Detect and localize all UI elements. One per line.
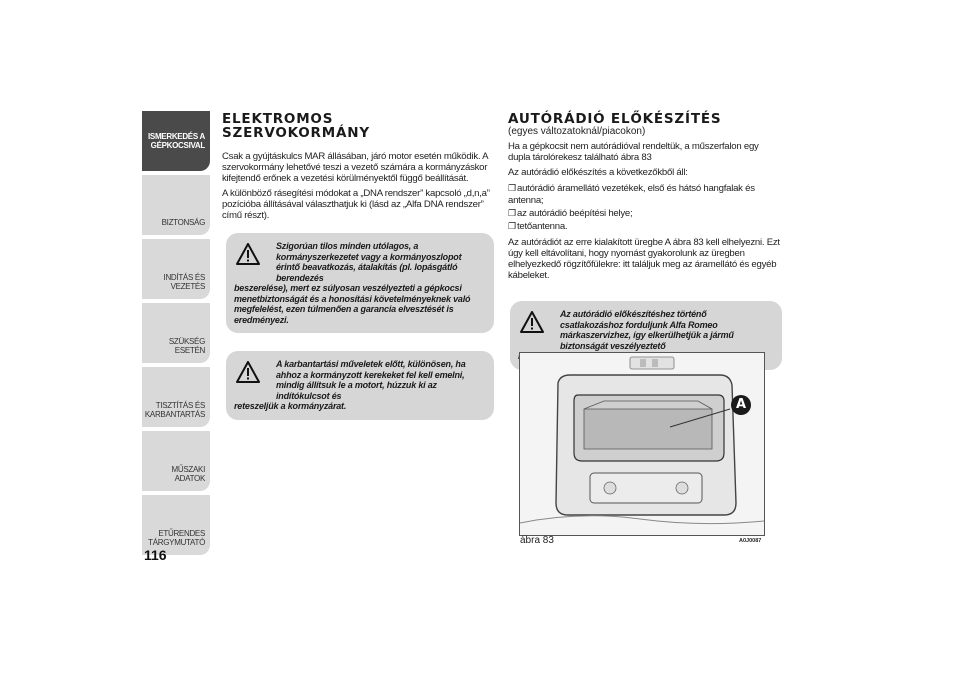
tab-inditas[interactable] [142,239,210,299]
callout-a-label: A [735,397,747,412]
tab-label: TISZTÍTÁS ÉS KARBANTARTÁS [144,401,205,419]
warning-triangle-icon [520,311,544,333]
radio-paragraph-2: Az autórádió előkészítés a következőkből áll: [508,167,688,178]
tab-muszaki[interactable] [142,431,210,491]
title-line-1: ELEKTROMOS [222,111,334,127]
tab-label: SZÜKSÉG ESETÉN [168,337,205,355]
tab-label: MŰSZAKI ADATOK [171,465,205,483]
warning-1-text: beszerelése), mert ez súlyosan veszélyezteti a gépkocsi menetbiztonságát és a honosítási követelményeknek való megfelelést, ezen túlmenően a garancia elvesztését is eredményezi. [234,283,471,325]
warning-1-text-indented: Szigorúan tilos minden utólagos, a kormányszerkezetet vagy a kormányoszlopot érintő beavatkozás, átalakítás (pl. lopásgátló berendezés [276,241,462,283]
steering-paragraph-1: Csak a gyújtáskulcs MAR állásában, járó motor esetén működik. A szervokormány lehetővé teszi a vezető számára a kormányzáskor kifejtendő erőnek a vezetési körülményektől függő beállítását. [222,151,488,184]
warning-triangle-icon [236,361,260,383]
tab-label: ISMERKEDÉS A GÉPKOCSIVAL [147,132,205,150]
warning-2-text-indented: A karbantartási műveletek előtt, különösen, ha ahhoz a kormányzott kerekeket fel kell emelni, mindig állítsuk le a motort, húzzuk ki az indítókulcsot és [276,359,466,401]
warning-2-text: reteszeljük a kormányzárat. [234,401,347,411]
list-item: ❐az autórádió beépítési helye; [508,208,633,219]
left-column [222,112,494,420]
checkbox-bullet-icon: ❐ [508,183,516,193]
title-line-2: SZERVOKORMÁNY [222,125,370,141]
figure-caption: ábra 83 [520,535,554,546]
steering-paragraph-2: A különböző rásegítési módokat a „DNA rendszer” kapcsoló „d,n,a” pozícióba állításával választhatjuk ki (lásd az „Alfa DNA rendszer” című részt). [222,188,490,221]
radio-bullet-list [508,182,782,233]
section-title-radio: AUTÓRÁDIÓ ELŐKÉSZÍTÉS [508,111,722,127]
tab-tisztitas[interactable] [142,367,210,427]
radio-paragraph-1: Ha a gépkocsit nem autórádióval rendeltük, a műszerfalon egy dupla tárolórekesz található ábra 83 [508,141,759,163]
tab-label: BIZTONSÁG [161,218,205,227]
tab-ismerkedes[interactable] [142,111,210,171]
tab-label: INDÍTÁS ÉS VEZETÉS [163,273,205,291]
page-number: 116 [144,547,167,563]
warning-box-2 [226,351,494,420]
warning-triangle-icon [236,243,260,265]
list-item: ❐autórádió áramellátó vezetékek, első és hátsó hangfalak és antenna; [508,183,755,206]
radio-compartment-illustration [520,353,764,535]
tab-biztonsag[interactable] [142,175,210,235]
figure-radio-compartment [519,352,765,536]
tab-szukseg[interactable] [142,303,210,363]
tab-label: ETŰRENDES TÁRGYMUTATÓ [148,529,205,547]
section-title-steering [222,112,494,140]
list-item: ❐tetőantenna. [508,221,568,232]
right-column [508,112,782,370]
figure-code: A0J0087 [739,538,762,544]
checkbox-bullet-icon: ❐ [508,221,516,231]
radio-subtitle: (egyes változatoknál/piacokon) [508,126,646,137]
warning-box-1 [226,233,494,333]
warning-3-text-indented: Az autórádió előkészítéshez történő csatlakozáshoz forduljunk Alfa Romeo márkaszervizhez, így elkerülhetjük a jármű biztonságát veszélyeztető [560,309,734,351]
checkbox-bullet-icon: ❐ [508,208,516,218]
tab-targymutato[interactable] [142,495,210,555]
radio-paragraph-3: Az autórádiót az erre kialakított üregbe A ábra 83 kell elhelyezni. Ezt úgy kell eltávolítani, hogy nyomást gyakorolunk az üregben elhelyezkedő rögzítőfülekre: itt találjuk meg az áramellátó és egyéb kábeleket. [508,237,780,281]
